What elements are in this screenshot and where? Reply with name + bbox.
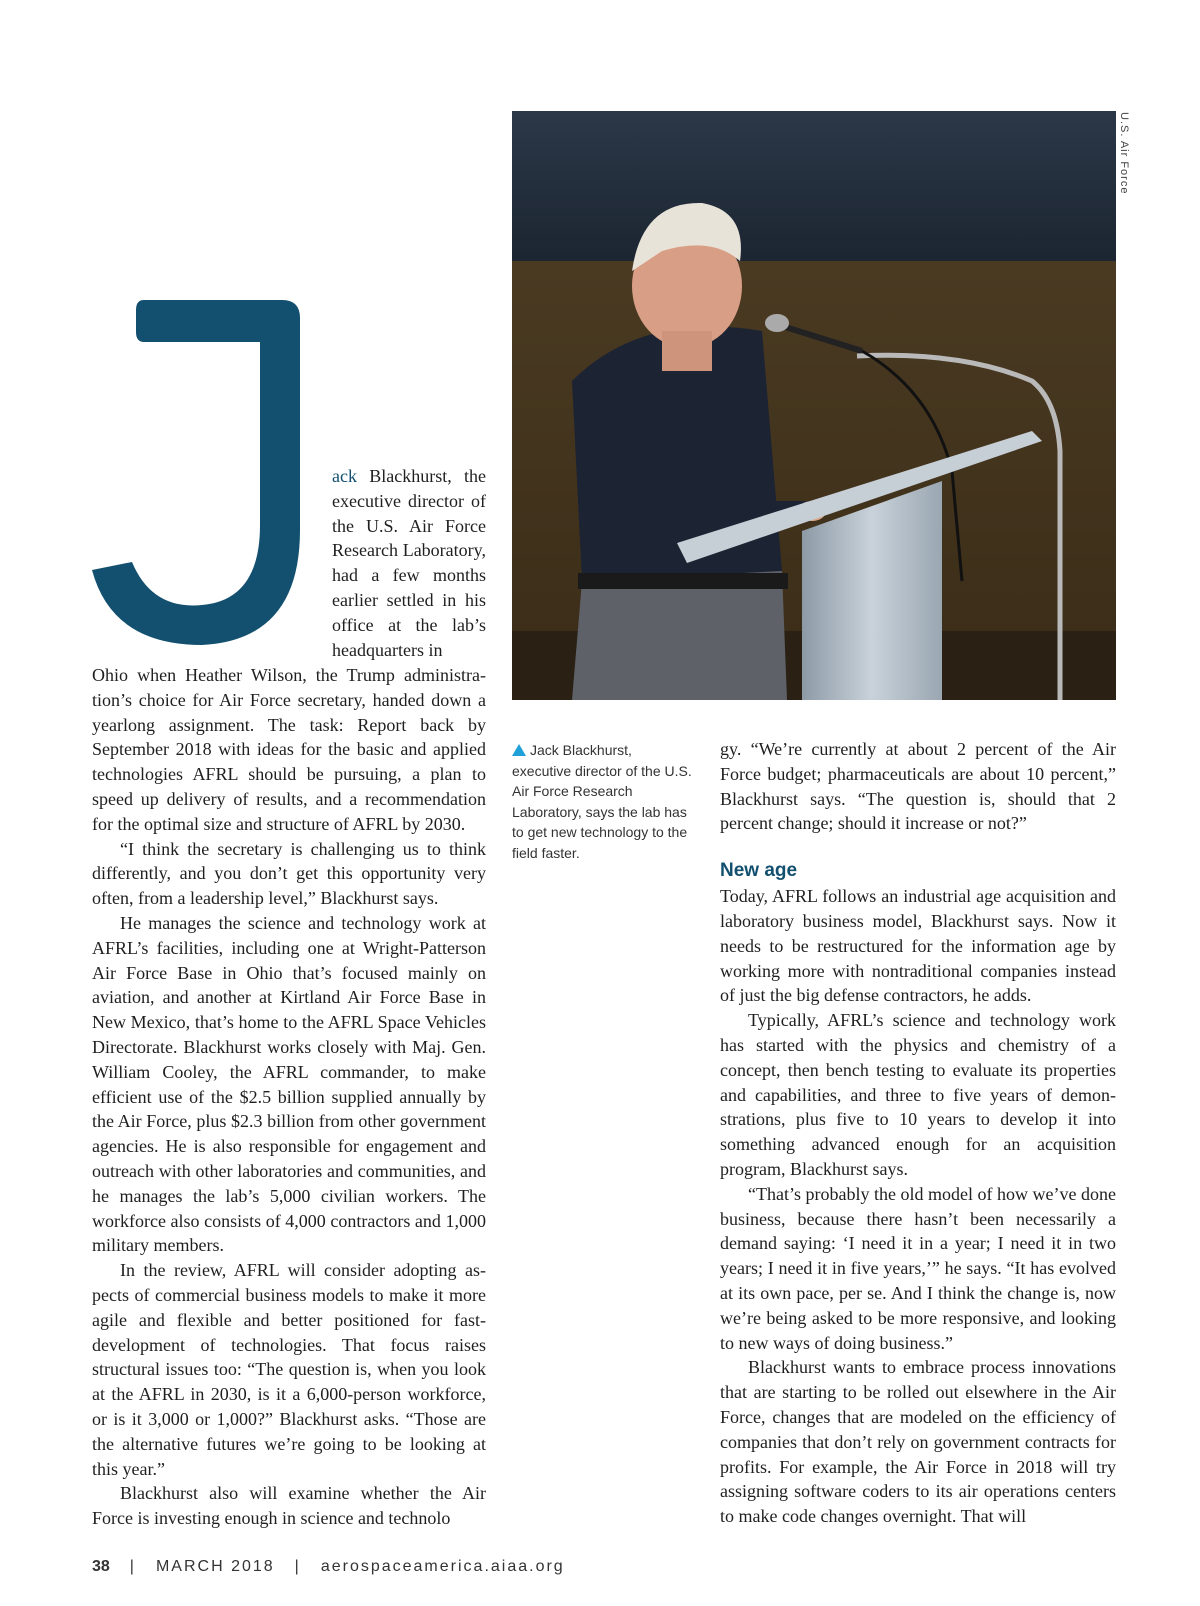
intro-rest-text: Blackhurst, the executive director of the U.S. Air Force Research Laboratory, had a few months earlier settled in his office at the lab’s headquarters in xyxy=(332,466,486,660)
triangle-icon xyxy=(512,744,526,756)
article-intro xyxy=(332,464,486,662)
section-heading: New age xyxy=(720,860,798,882)
body-paragraph: Ohio when Heather Wilson, the Trump administration’s choice for Air Force secretary, handed down a yearlong assignment. The task: Report back by September 2018 with ideas for the basic and applied technologies AFRL should be pursuing, a plan to speed up delivery of results, and a recommendation for the optimal size and structure of AFRL by 2030. xyxy=(92,665,486,834)
body-paragraph: Blackhurst also will examine whether the Air Force is investing enough in science and technolo xyxy=(92,1483,486,1529)
body-paragraph: In the review, AFRL will consider adopting aspects of commercial business models to make it more agile and flexible and better positioned for fast-development of technologies. That focus raises structural issues too: “The question is, when you look at the AFRL in 2030, is it a 6,000-person workforce, or is it 3,000 or 1,000?” Blackhurst asks. “Those are the alternative futures we’re going to be looking at this year.” xyxy=(92,1260,486,1479)
right-column xyxy=(720,737,1116,1529)
issue-date: MARCH 2018 xyxy=(155,1558,275,1575)
page-number: 38 xyxy=(92,1558,110,1575)
body-paragraph: “That’s probably the old model of how we’ve done business, because there hasn’t been necessarily a demand saying: ‘I need it in a year; I need it in two years; I need it in five years,’” he says. “It has evolved at its own pace, per se. And I think the change is, now we’re being asked to be more responsive, and looking to new ways of doing business.” xyxy=(720,1183,1116,1353)
intro-lead-text: ack xyxy=(332,466,357,486)
body-paragraph: He manages the science and technology work at AFRL’s facilities, including one at Wright-Patterson Air Force Base in Ohio that’s focused mainly on aviation, and another at Kirtland Air Force Base in New Mexico, that’s home to the AFRL Space Vehicles Directorate. Blackhurst works closely with Maj. Gen. William Cooley, the AFRL commander, to make efficient use of the $2.5 billion supplied annually by the Air Force, plus $2.3 billion from other government agencies. He is also responsible for engagement and outreach with other laboratories and communities, and he manages the lab’s 5,000 civilian workers. The workforce also consists of 4,000 contractors and 1,000 military members. xyxy=(92,912,486,1256)
photo-caption xyxy=(512,740,692,864)
body-paragraph: Typically, AFRL’s science and technology work has started with the physics and chemistry of a concept, then bench testing to evaluate its properties and capabilities, and three to five years of demonstrations, plus five to 10 years to develop it into something advanced enough for an acquisition program, Blackhurst says. xyxy=(720,1010,1116,1179)
body-paragraph: Blackhurst wants to embrace process innovations that are starting to be rolled out elsewhere in the Air Force, changes that are modeled on the efficiency of companies that don’t rely on government contracts for profits. For example, the Air Force in 2018 will try assigning software coders to its air operations centers to make code changes overnight. That will xyxy=(720,1357,1116,1527)
caption-text: Jack Blackhurst, executive director of the U.S. Air Force Research Laboratory, says the lab has to get new technology to the field faster. xyxy=(512,742,692,861)
body-paragraph: gy. “We’re currently at about 2 percent of the Air Force budget; pharmaceuticals are about 10 percent,” Blackhurst says. “The question is, should that 2 percent change; should it increase or not?” xyxy=(720,739,1116,834)
drop-cap xyxy=(92,300,312,660)
speaker-photo-illustration xyxy=(512,111,1116,700)
left-column xyxy=(92,663,486,1531)
body-paragraph: “I think the secretary is challenging us to think differently, and you don’t get this opportunity very often, from a leadership level,” Blackhurst says. xyxy=(92,838,486,909)
photo-credit: U.S. Air Force xyxy=(1118,112,1130,195)
website-link[interactable]: aerospaceamerica.aiaa.org xyxy=(320,1558,565,1575)
body-paragraph: Today, AFRL follows an industrial age acquisition and laboratory business model, Blackhurst says. Now it needs to be restructured for the information age by working more with nontraditional companies instead of just the big defense contractors, he adds. xyxy=(720,886,1116,1006)
speaker-photo xyxy=(512,111,1116,700)
page-footer: 38 | MARCH 2018 | aerospaceamerica.aiaa.org xyxy=(92,1558,565,1575)
